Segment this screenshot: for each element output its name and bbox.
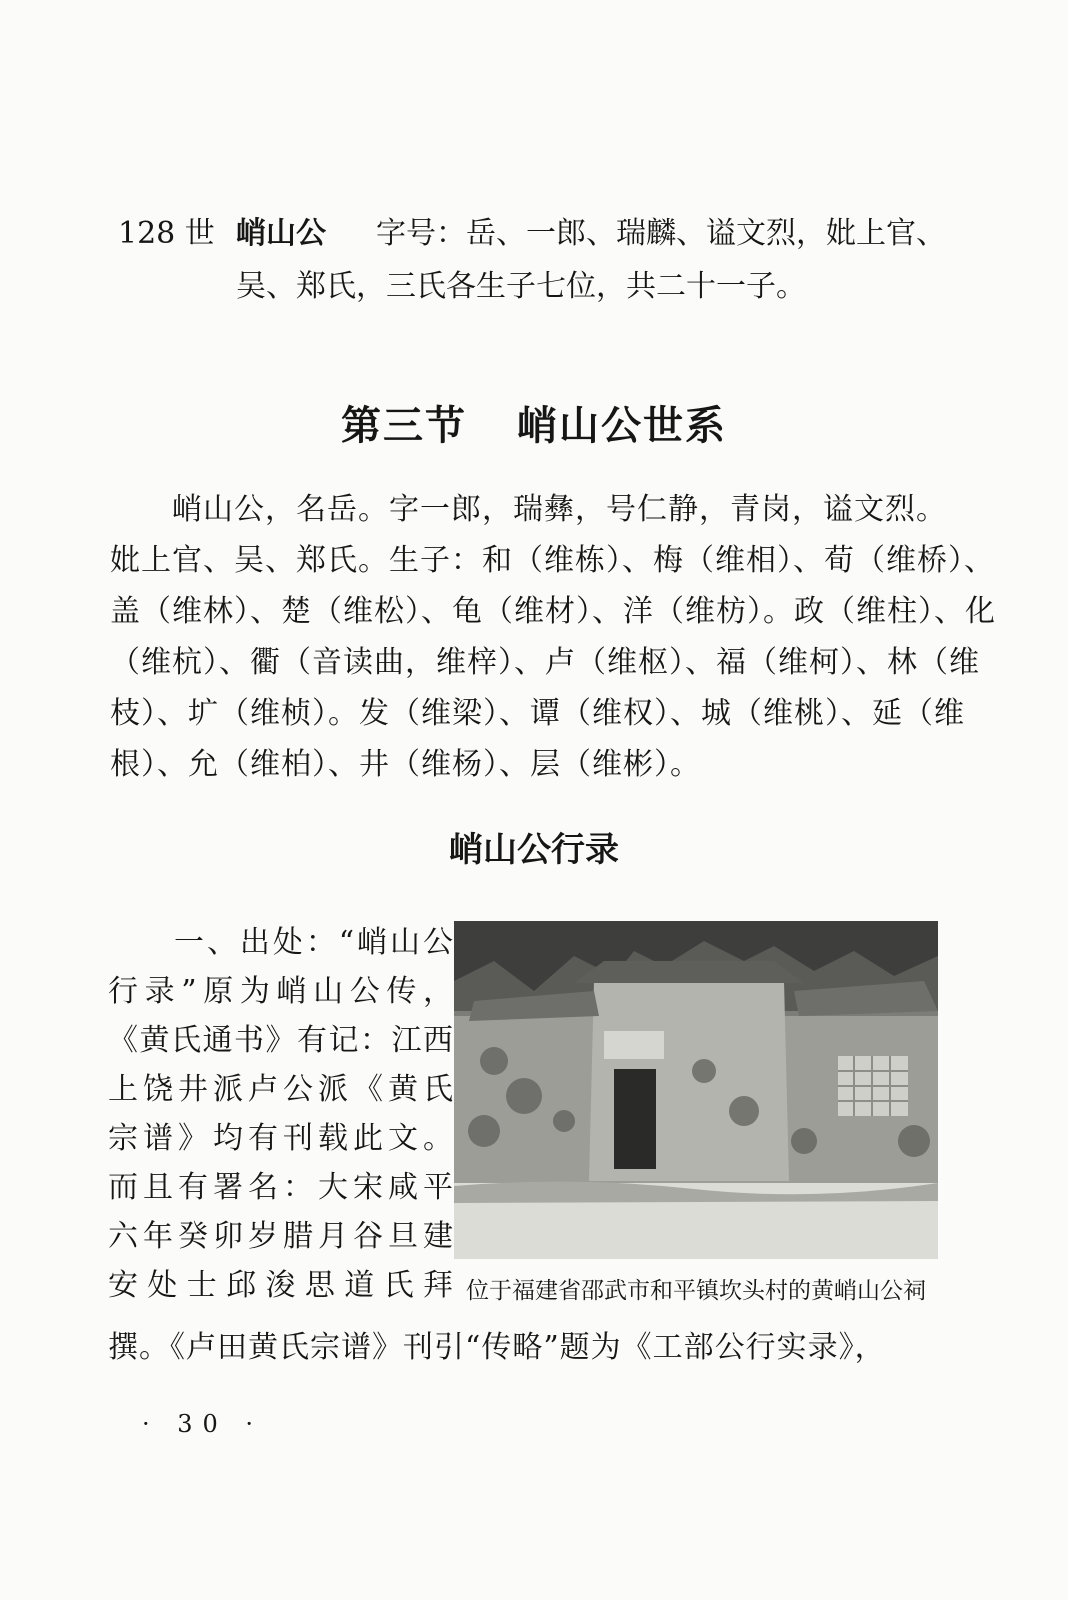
lineage-paragraph bbox=[110, 484, 996, 790]
paragraph-line: 根）、允（维柏）、井（维杨）、层（维彬）。 bbox=[110, 747, 701, 782]
ancestral-hall-photo bbox=[454, 921, 938, 1259]
subsection-title: 峭山公行录 bbox=[449, 830, 619, 870]
paragraph-line: 峭山公，名岳。字一郎，瑞彝，号仁静，青岗，谥文烈。 bbox=[110, 492, 947, 527]
photo-caption: 位于福建省邵武市和平镇坎头村的黄峭山公祠 bbox=[466, 1278, 926, 1304]
section-number: 第三节 bbox=[341, 403, 467, 449]
record-text-column bbox=[108, 918, 453, 1310]
entry-line-1 bbox=[118, 207, 948, 260]
genealogy-entry bbox=[118, 207, 948, 313]
ancestor-name: 峭山公 bbox=[236, 216, 326, 251]
entry-text-1: 字号：岳、一郎、瑞麟、谥文烈，妣上官、 bbox=[376, 216, 946, 251]
paragraph-line: （维杭）、衢（音读曲，维梓）、卢（维枢）、福（维柯）、林（维 bbox=[110, 645, 980, 680]
column-line: 宗谱》均有刊载此文。 bbox=[108, 1121, 453, 1156]
column-line: 行录”原为峭山公传， bbox=[108, 974, 453, 1009]
paragraph-line: 妣上官、吴、郑氏。生子：和（维栋）、梅（维相）、荀（维桥）、 bbox=[110, 543, 995, 578]
generation-number: 128 世 bbox=[118, 216, 215, 251]
column-line: 一、出处：“峭山公 bbox=[174, 925, 453, 960]
paragraph-line: 枝）、圹（维桢）。发（维梁）、谭（维权）、城（维桃）、延（维 bbox=[110, 696, 965, 731]
record-continuation-line: 撰。《卢田黄氏宗谱》刊引“传略”题为《工部公行实录》， bbox=[108, 1330, 886, 1365]
column-line: 安处士邱浚思道氏拜 bbox=[108, 1268, 453, 1303]
column-line: 上饶井派卢公派《黄氏 bbox=[108, 1072, 453, 1107]
section-title bbox=[0, 394, 1068, 451]
paragraph-line: 盖（维林）、楚（维松）、龟（维材）、洋（维枋）。政（维柱）、化 bbox=[110, 594, 996, 629]
page-number: · 30 · bbox=[142, 1410, 264, 1438]
section-name: 峭山公世系 bbox=[517, 403, 727, 449]
column-line: 六年癸卯岁腊月谷旦建 bbox=[108, 1219, 453, 1254]
column-line: 《黄氏通书》有记：江西 bbox=[108, 1023, 453, 1058]
entry-text-2: 吴、郑氏，三氏各生子七位，共二十一子。 bbox=[236, 269, 806, 304]
column-line: 而且有署名：大宋咸平 bbox=[108, 1170, 453, 1205]
